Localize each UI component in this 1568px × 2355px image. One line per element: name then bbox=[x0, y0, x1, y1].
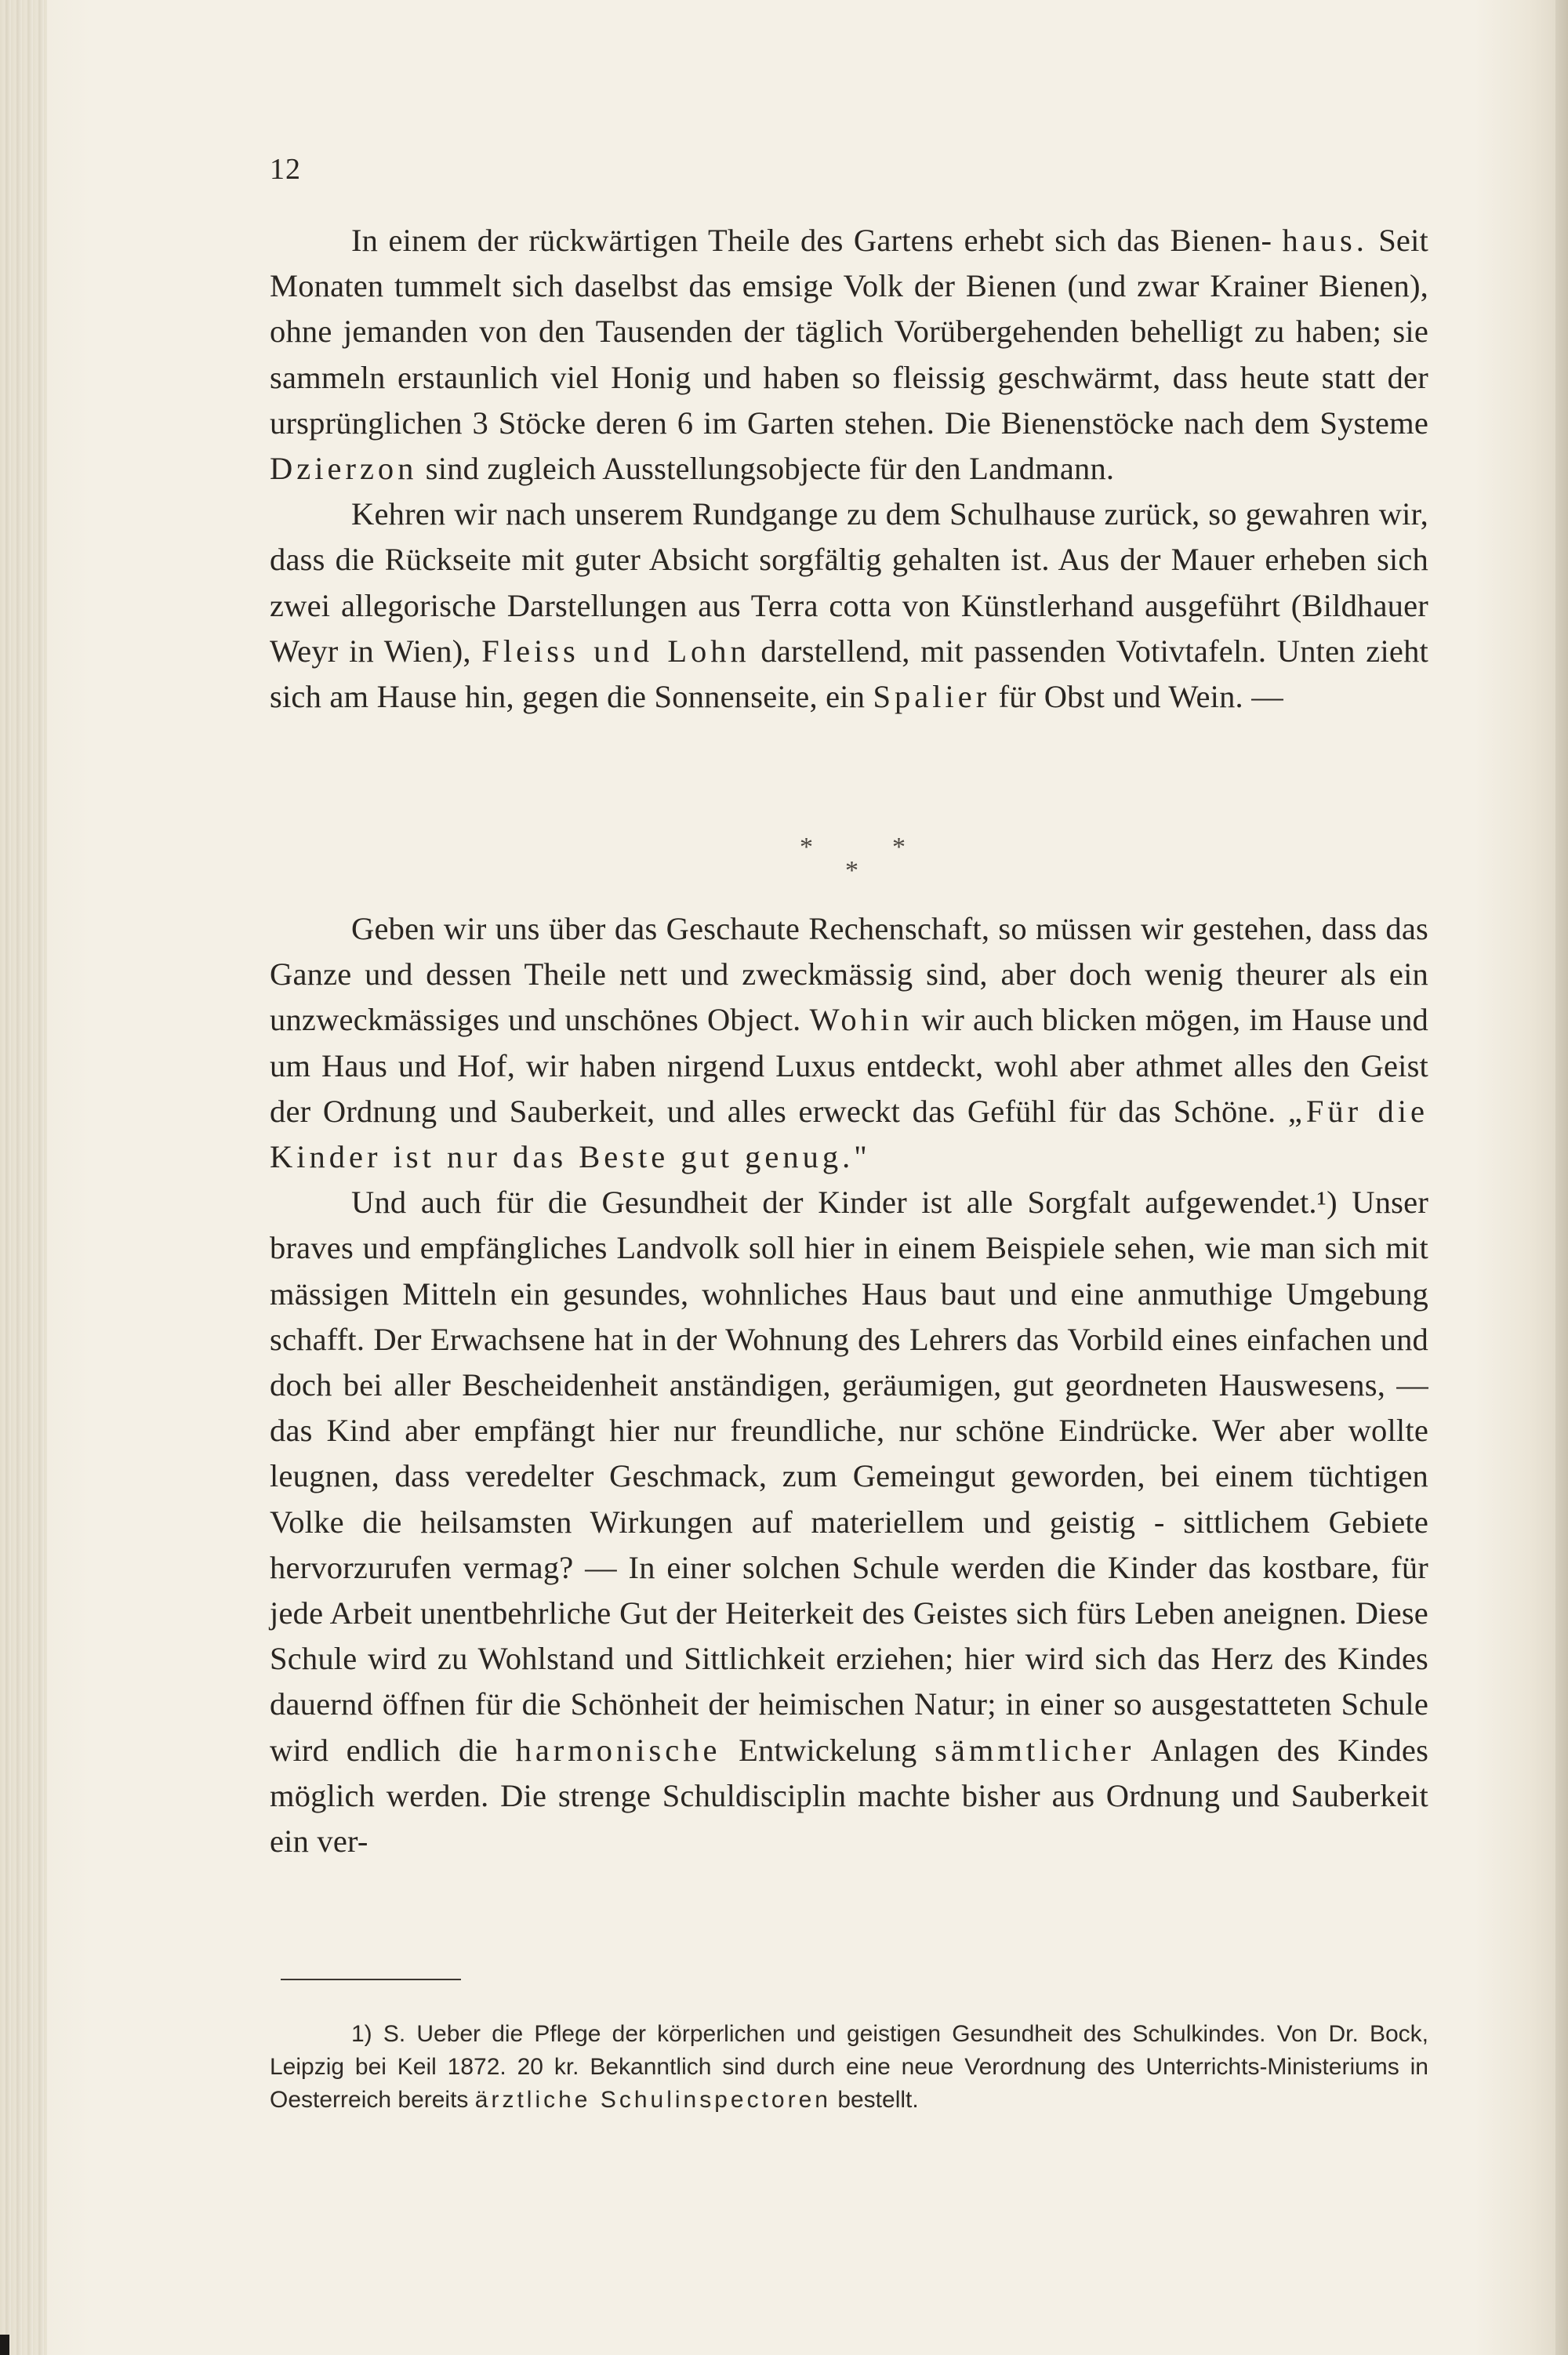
paragraph-text: Unser braves und empfängliches Landvolk soll hier in einem Beispiele sehen, wie man sich mit mässigen Mitteln ein gesundes, wohnliches Haus baut und eine anmuthige Umgebung schafft. Der Erwachsene hat in der Wohnung des Lehrers das Vorbild eines einfachen und doch bei aller Bescheidenheit anständigen, geräumigen, gut geordneten Hauswesens, — das Kind aber empfängt hier nur freundliche, nur schöne Eindrücke. Wer aber wollte leugnen, dass veredelter Geschmack, zum Gemeingut geworden, bei einem tüchtigen Volke die heilsamsten Wirkungen auf materiellem und geistig - sittlichem Gebiete hervorzurufen vermag? — In einer solchen Schule werden die Kinder das kostbare, für jede Arbeit unentbehrliche Gut der Heiterkeit des Geistes sich fürs Leben aneignen. Diese Schule wird zu Wohlstand und Sittlichkeit erziehen; hier wird sich das Herz des Kindes dauernd öffnen für die Schönheit der heimischen Natur; in einer so ausgestatteten Schule wird endlich die bbox=[270, 1185, 1429, 1768]
paragraph-gesundheit bbox=[270, 1180, 1428, 1864]
paragraph-text: In einem der rückwärtigen Theile des Gartens erhebt sich das Bienen- bbox=[351, 223, 1272, 258]
scan-corner-mark bbox=[0, 2335, 9, 2355]
separator-star: * bbox=[845, 856, 858, 885]
spaced-word: Fleiss und Lohn bbox=[481, 633, 750, 669]
spaced-word: ärztliche Schulinspectoren bbox=[474, 2087, 831, 2113]
spaced-word: Wohin bbox=[809, 1002, 913, 1038]
spaced-word: Spalier bbox=[873, 679, 991, 715]
paragraph-bienenhaus bbox=[270, 218, 1428, 492]
spaced-quote: „Für die Kinder ist nur das Beste gut genug." bbox=[270, 1093, 1429, 1175]
body-text-top bbox=[270, 218, 1428, 720]
paragraph-text: Entwickelung bbox=[739, 1732, 917, 1768]
footnote-marker: ¹) bbox=[1316, 1185, 1338, 1221]
spaced-word: haus. bbox=[1282, 223, 1368, 258]
separator-star: * bbox=[892, 833, 906, 862]
paragraph-rundgang bbox=[270, 492, 1428, 720]
footnote-text: 1) S. Ueber die Pflege der körperlichen und geistigen Gesundheit des Schulkindes. Von Dr. Bock, Leipzig bei Keil 1872. 20 kr. Bekanntlich sind durch eine neue Verordnung des Unterrichts-Ministeriums in Oesterreich bereits bbox=[270, 2021, 1428, 2113]
body-text-bottom bbox=[270, 906, 1428, 1864]
spaced-word: harmonische bbox=[515, 1732, 721, 1768]
paragraph-text: Und auch für die Gesundheit der Kinder ist alle Sorgfalt aufgewendet. bbox=[351, 1185, 1317, 1221]
paragraph-text: sind zugleich Ausstellungsobjecte für den Landmann. bbox=[425, 451, 1115, 487]
spaced-word: sämmtlicher bbox=[935, 1732, 1135, 1768]
paragraph-text: wir auch blicken mögen, im Hause und um Haus und Hof, wir haben nirgend Luxus entdeckt, wohl aber athmet alles den Geist der Ordnung und Sauberkeit, und alles erweckt das Gefühl für das Schöne. bbox=[270, 1002, 1428, 1129]
paragraph-text: Kehren wir nach unserem Rundgange zu dem Schulhause zurück, so gewahren wir, dass die Rückseite mit guter Absicht sorgfältig gehalten ist. Aus der Mauer erheben sich zwei allegorische Darstellungen aus Terra cotta von Künstlerhand ausgeführt (Bildhauer Weyr in Wien), bbox=[270, 496, 1428, 669]
footnote-text: bestellt. bbox=[837, 2087, 919, 2113]
paragraph-text: für Obst und Wein. — bbox=[998, 679, 1283, 715]
paragraph-text: Anlagen des Kindes möglich werden. Die strenge Schuldisciplin machte bisher aus Ordnung und Sauberkeit ein ver- bbox=[270, 1732, 1429, 1860]
footnote-rule bbox=[281, 1979, 461, 1980]
page-edge-right bbox=[1555, 0, 1568, 2355]
separator-star: * bbox=[800, 833, 813, 862]
page-stack-edge-left bbox=[0, 0, 47, 2355]
spaced-word: Dzierzon bbox=[270, 451, 418, 487]
page-number: 12 bbox=[270, 153, 301, 186]
section-separator bbox=[800, 833, 909, 887]
paragraph-text: Geben wir uns über das Geschaute Rechenschaft, so müssen wir gestehen, dass das Ganze und dessen Theile nett und zweckmässig sind, aber doch wenig theurer als ein unzweckmässiges und unschönes Object. bbox=[270, 911, 1428, 1038]
paragraph-text: darstellend, mit passenden Votivtafeln. Unten zieht sich am Hause hin, gegen die Sonnenseite, ein bbox=[270, 633, 1429, 715]
paragraph-rechenschaft bbox=[270, 906, 1428, 1180]
paragraph-text: Seit Monaten tummelt sich daselbst das emsige Volk der Bienen (und zwar Krainer Bienen), ohne jemanden von den Tausenden der täglich Vorübergehenden behelligt zu haben; sie sammeln erstaunlich viel Honig und haben so fleissig geschwärmt, dass heute statt der ursprünglichen 3 Stöcke deren 6 im Garten stehen. Die Bienenstöcke nach dem Systeme bbox=[270, 223, 1428, 441]
footnote bbox=[270, 2018, 1428, 2117]
